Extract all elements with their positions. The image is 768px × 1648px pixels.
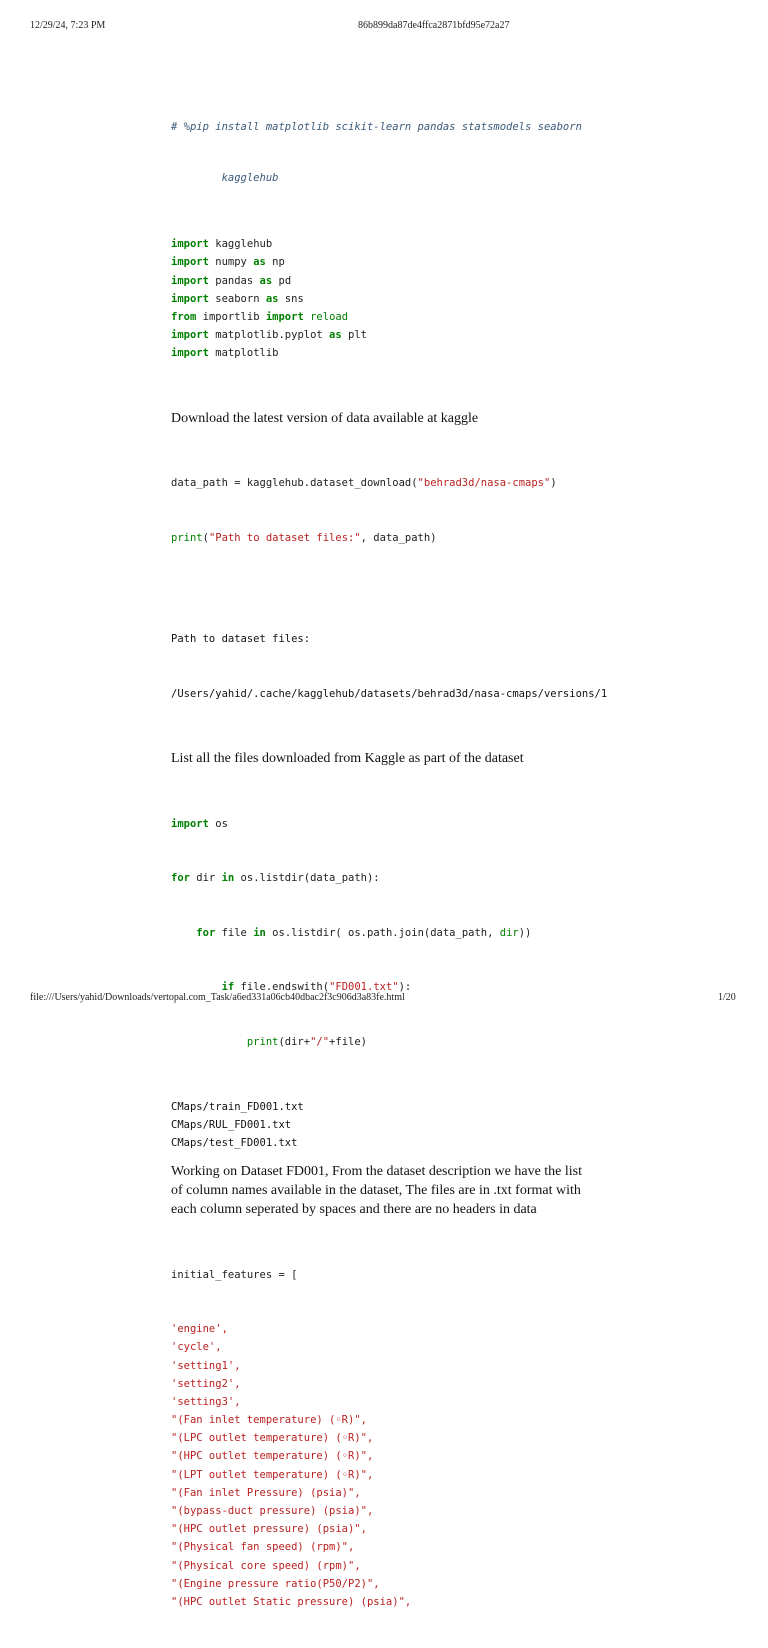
feature-name-line: 'cycle', <box>171 1341 222 1354</box>
feature-name-line: 'engine', <box>171 1323 228 1336</box>
feature-name-line: "(HPC outlet Static pressure) (psia)", <box>171 1595 412 1608</box>
import-line: import matplotlib <box>171 347 279 360</box>
output-line: /Users/yahid/.cache/kagglehub/datasets/behrad3d/nasa-cmaps/versions/1 <box>171 687 608 700</box>
import-lines <box>171 235 591 362</box>
code-line: initial_features = [ <box>171 1268 298 1281</box>
feature-name-line: "(LPC outlet temperature) (◦R)", <box>171 1432 374 1445</box>
import-line: import kagglehub <box>171 238 273 251</box>
import-line: import matplotlib.pyplot as plt <box>171 329 367 342</box>
feature-name-line: "(Fan inlet temperature) (◦R)", <box>171 1414 367 1427</box>
feature-name-line: "(Physical fan speed) (rpm)", <box>171 1541 355 1554</box>
feature-name-line: "(Physical core speed) (rpm)", <box>171 1559 361 1572</box>
feature-name-line: "(Engine pressure ratio(P50/P2)", <box>171 1577 380 1590</box>
feature-list <box>171 1320 591 1611</box>
pip-comment-line: # %pip install matplotlib scikit-learn pandas statsmodels seaborn <box>171 121 582 134</box>
feature-name-line: "(HPC outlet pressure) (psia)", <box>171 1523 367 1536</box>
code-line: for dir in os.listdir(data_path): <box>171 872 380 885</box>
import-line: from importlib import reload <box>171 310 349 323</box>
output-file-list <box>171 1098 591 1153</box>
code-line: print("Path to dataset files:", data_path) <box>171 531 437 544</box>
code-line: for file in os.listdir( os.path.join(data_path, dir)) <box>196 926 532 939</box>
code-line: data_path = kagglehub.dataset_download("behrad3d/nasa-cmaps") <box>171 477 557 490</box>
code-line: if file.endswith("FD001.txt"): <box>221 981 412 994</box>
output-line: CMaps/train_FD001.txt <box>171 1100 304 1113</box>
import-line: import pandas as pd <box>171 274 292 287</box>
feature-name-line: "(LPT outlet temperature) (◦R)", <box>171 1468 374 1481</box>
feature-name-line: "(HPC outlet temperature) (◦R)", <box>171 1450 374 1463</box>
code-cell-download <box>171 438 591 584</box>
pip-comment-continuation: kagglehub <box>171 171 279 184</box>
code-line: print(dir+"/"+file) <box>246 1035 367 1048</box>
page-number: 1/20 <box>718 992 736 1003</box>
code-cell-initial-features <box>171 1229 591 1647</box>
feature-name-line: "(Fan inlet Pressure) (psia)", <box>171 1486 361 1499</box>
import-line: import seaborn as sns <box>171 292 304 305</box>
print-document-id: 86b899da87de4ffca2871bfd95e72a27 <box>358 20 510 31</box>
code-cell-list-files <box>171 778 591 1087</box>
notebook-content <box>171 84 608 1648</box>
feature-name-line: "(bypass-duct pressure) (psia)", <box>171 1505 374 1518</box>
print-file-path: file:///Users/yahid/Downloads/vertopal.com_Task/a6ed331a06cb40dbac2f3c906d3a83fe.html <box>30 992 405 1003</box>
print-datetime: 12/29/24, 7:23 PM <box>30 20 106 31</box>
output-line: CMaps/test_FD001.txt <box>171 1136 298 1149</box>
code-cell-imports <box>171 84 591 399</box>
markdown-list-files-note: List all the files downloaded from Kaggle as part of the dataset <box>171 751 524 767</box>
code-line: import os <box>171 817 228 830</box>
markdown-download-note: Download the latest version of data available at kaggle <box>171 410 479 426</box>
feature-name-line: 'setting2', <box>171 1377 241 1390</box>
markdown-dataset-description: Working on Dataset FD001, From the dataset description we have the list of column names available in the dataset, The files are in .txt format with each column seperated by spaces and there are no headers in data <box>171 1164 583 1218</box>
output-line: Path to dataset files: <box>171 632 311 645</box>
output-dataset-path <box>171 594 608 740</box>
output-line: CMaps/RUL_FD001.txt <box>171 1118 292 1131</box>
feature-name-line: 'setting1', <box>171 1359 241 1372</box>
feature-name-line: 'setting3', <box>171 1395 241 1408</box>
import-line: import numpy as np <box>171 256 285 269</box>
